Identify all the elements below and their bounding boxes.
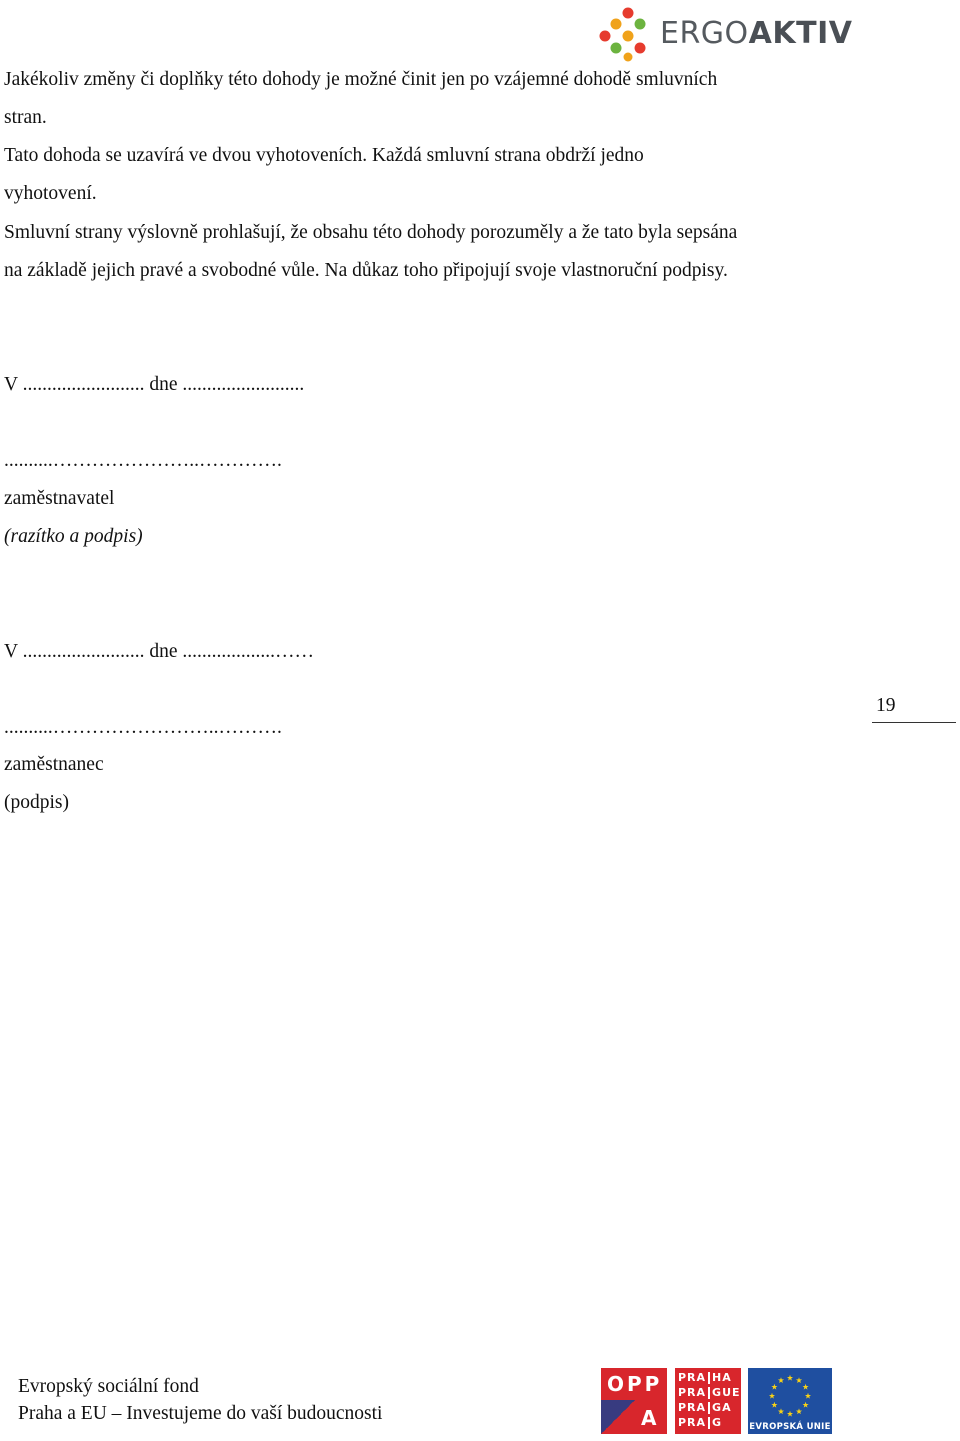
praha-row-4-right: G	[712, 1416, 723, 1429]
body-line-2: stran.	[4, 107, 47, 128]
oppa-a-letter: A	[641, 1406, 657, 1430]
eu-star	[805, 1393, 811, 1399]
employer-note: (razítko a podpis)	[4, 526, 143, 547]
praha-row-3	[678, 1401, 732, 1415]
eu-star	[796, 1408, 802, 1414]
praha-row-4-left: PRA	[678, 1416, 707, 1429]
eu-star	[778, 1377, 784, 1383]
eu-label: EVROPSKÁ UNIE	[749, 1422, 831, 1432]
employee-signature-line: ..........……………………..……….	[4, 717, 282, 738]
praha-row-3-left: PRA	[678, 1401, 707, 1414]
praha-row-3-right: GA	[712, 1401, 732, 1414]
eu-flag-logo	[748, 1368, 832, 1434]
employee-note: (podpis)	[4, 792, 69, 813]
eu-star	[771, 1402, 777, 1408]
eu-stars-icon	[765, 1372, 815, 1420]
logo-light-text: ERGO	[660, 16, 749, 51]
eu-star	[769, 1393, 775, 1399]
praha-row-1	[678, 1371, 732, 1385]
footer-line-2: Praha a EU – Investujeme do vaší budoucnosti	[18, 1403, 383, 1424]
eu-star	[778, 1408, 784, 1414]
ergoaktiv-logo	[598, 6, 853, 62]
eu-star	[771, 1384, 777, 1390]
eu-star	[803, 1402, 809, 1408]
page-number: 19	[876, 695, 896, 716]
praha-row-2	[678, 1386, 741, 1400]
employer-signature-line: ..........…………………..………….	[4, 450, 282, 471]
logo-dots-icon	[598, 6, 658, 62]
eu-star	[796, 1377, 802, 1383]
oppa-letters: OPP	[607, 1372, 663, 1396]
eu-star	[803, 1384, 809, 1390]
page-number-rule	[872, 722, 956, 723]
praha-row-1-left: PRA	[678, 1371, 707, 1384]
employer-place-date: V ......................... dne .........................	[4, 374, 305, 395]
employer-role: zaměstnavatel	[4, 488, 115, 509]
praha-row-1-right: HA	[712, 1371, 732, 1384]
body-line-1: Jakékoliv změny či doplňky této dohody je možné činit jen po vzájemné dohodě smluvních	[4, 69, 718, 90]
logo-bold-text: AKTIV	[748, 16, 853, 51]
eu-star	[787, 1375, 793, 1381]
praha-row-2-right: GUE	[712, 1386, 741, 1399]
praha-logo	[675, 1368, 741, 1434]
body-line-5: Smluvní strany výslovně prohlašují, že obsahu této dohody porozuměly a že tato byla sepsána	[4, 222, 738, 243]
body-line-3: Tato dohoda se uzavírá ve dvou vyhotoveních. Každá smluvní strana obdrží jedno	[4, 145, 644, 166]
oppa-logo	[601, 1368, 667, 1434]
praha-row-4	[678, 1416, 722, 1430]
logo-wordmark	[660, 16, 852, 52]
footer-line-1: Evropský sociální fond	[18, 1376, 199, 1397]
oppa-stripe	[601, 1400, 635, 1434]
body-line-6: na základě jejich pravé a svobodné vůle. Na důkaz toho připojují svoje vlastnoruční podpisy.	[4, 260, 728, 281]
body-line-4: vyhotovení.	[4, 183, 97, 204]
praha-row-2-left: PRA	[678, 1386, 707, 1399]
eu-star	[787, 1411, 793, 1417]
employee-role: zaměstnanec	[4, 754, 104, 775]
employee-place-date: V ......................... dne ...................……	[4, 641, 315, 662]
